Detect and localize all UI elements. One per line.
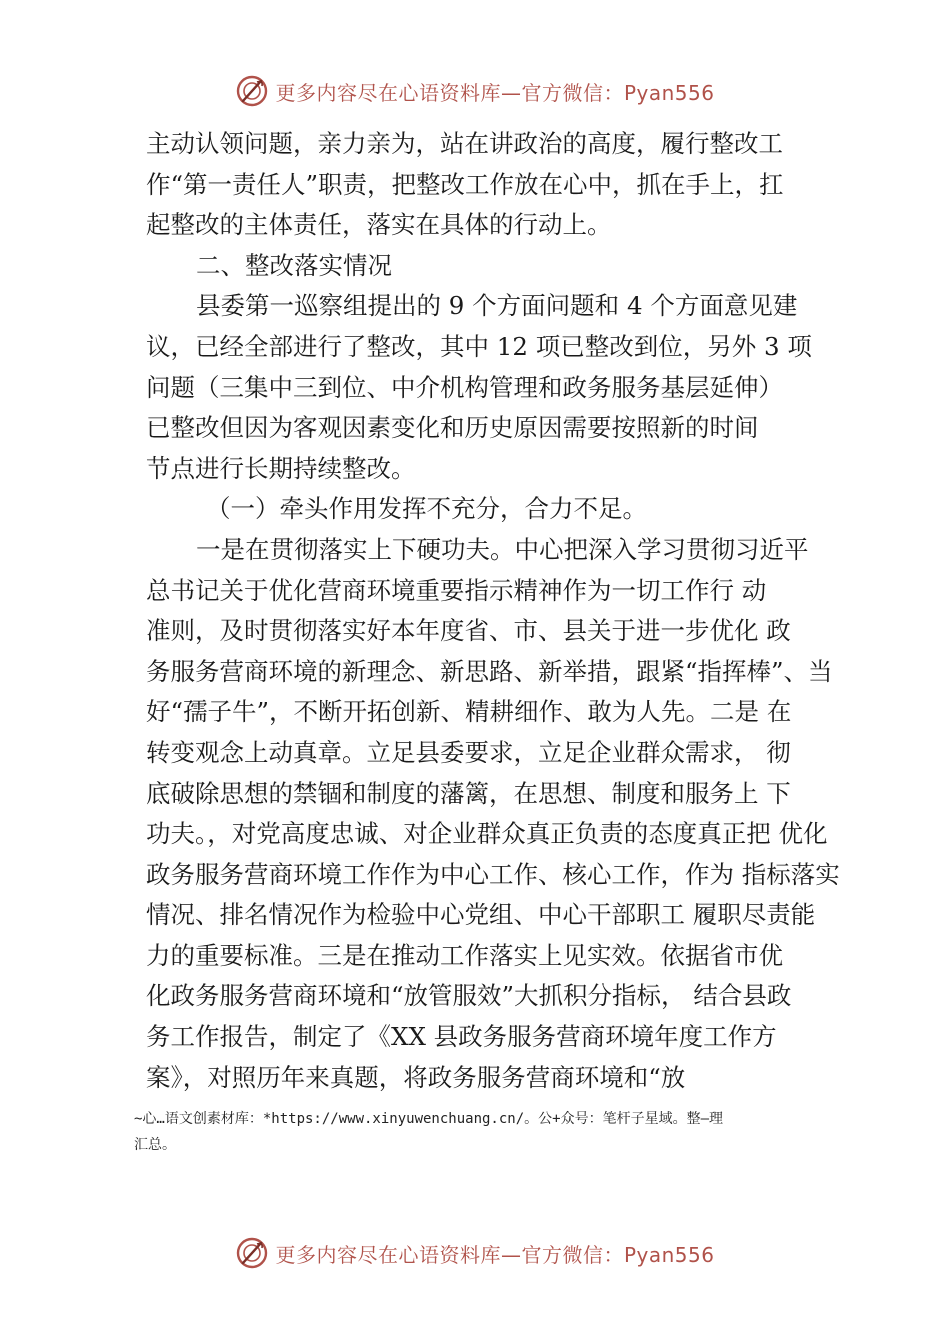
watermark-footer xyxy=(0,1236,950,1270)
body-line: 力的重要标准。三是在推动工作落实上见实效。依据省市优 xyxy=(146,940,783,970)
body-line: 作“第一责任人”职责，把整改工作放在心中，抓在手上，扛 xyxy=(146,169,784,199)
body-line: 主动认领问题，亲力亲为，站在讲政治的高度，履行整改工 xyxy=(146,129,783,158)
body-line: 总书记关于优化营商环境重要指示精神作为一切工作行 动 xyxy=(146,575,767,605)
footer-line: 汇总。 xyxy=(134,1137,176,1153)
body-line: 起整改的主体责任，落实在具体的行动上。 xyxy=(146,210,612,240)
body-line: 节点进行长期持续整改。 xyxy=(146,453,416,483)
body-line: 底破除思想的禁锢和制度的藩篱，在思想、制度和服务上 下 xyxy=(146,778,791,808)
body-line: 问题（三集中三到位、中介机构管理和政务服务基层延伸） xyxy=(146,372,783,402)
body-line: 务工作报告，制定了《XX 县政务服务营商环境年度工作方 xyxy=(146,1022,777,1052)
body-line: 化政务服务营商环境和“放管服效”大抓积分指标， 结合县政 xyxy=(146,981,792,1011)
body-line: 务服务营商环境的新理念、新思路、新举措，跟紧“指挥棒”、当 xyxy=(146,656,833,686)
section-heading: 二、整改落实情况 xyxy=(196,250,392,280)
circle-quill-logo-icon xyxy=(235,1236,269,1270)
body-line: 案》，对照历年来真题，将政务服务营商环境和“放 xyxy=(146,1062,686,1092)
body-line: 政务服务营商环境工作作为中心工作、核心工作，作为 指标落实 xyxy=(146,859,840,889)
document-body xyxy=(146,124,840,1098)
subsection-heading: （一）牵头作用发挥不充分，合力不足。 xyxy=(206,494,647,524)
body-line: 功夫。，对党高度忠诚、对企业群众真正负责的态度真正把 优化 xyxy=(146,819,828,849)
watermark-text: 更多内容尽在心语资料库—官方微信：Pyan556 xyxy=(275,80,715,105)
body-line: 情况、排名情况作为检验中心党组、中心干部职工 履职尽责能 xyxy=(146,900,816,930)
body-line: 准则，及时贯彻落实好本年度省、市、县关于进一步优化 政 xyxy=(146,616,791,646)
body-line: 已整改但因为客观因素变化和历史原因需要按照新的时间 xyxy=(146,413,759,443)
footer-line: ~心…语文创素材库：*https://www.xinyuwenchuang.cn/。公+众号：笔杆子星域。整—理 xyxy=(134,1111,724,1127)
body-line: 议，已经全部进行了整改，其中 12 项已整改到位，另外 3 项 xyxy=(146,331,812,361)
body-line: 转变观念上动真章。立足县委要求，立足企业群众需求， 彻 xyxy=(146,737,791,767)
footer-note xyxy=(134,1106,834,1158)
watermark-header xyxy=(0,74,950,108)
circle-quill-logo-icon xyxy=(235,74,269,108)
body-line: 一是在贯彻落实上下硬功夫。中心把深入学习贯彻习近平 xyxy=(196,534,809,564)
body-line: 县委第一巡察组提出的 9 个方面问题和 4 个方面意见建 xyxy=(196,291,798,321)
watermark-text: 更多内容尽在心语资料库—官方微信：Pyan556 xyxy=(275,1242,715,1267)
body-line: 好“孺子牛”，不断开拓创新、精耕细作、敢为人先。二是 在 xyxy=(146,697,792,727)
